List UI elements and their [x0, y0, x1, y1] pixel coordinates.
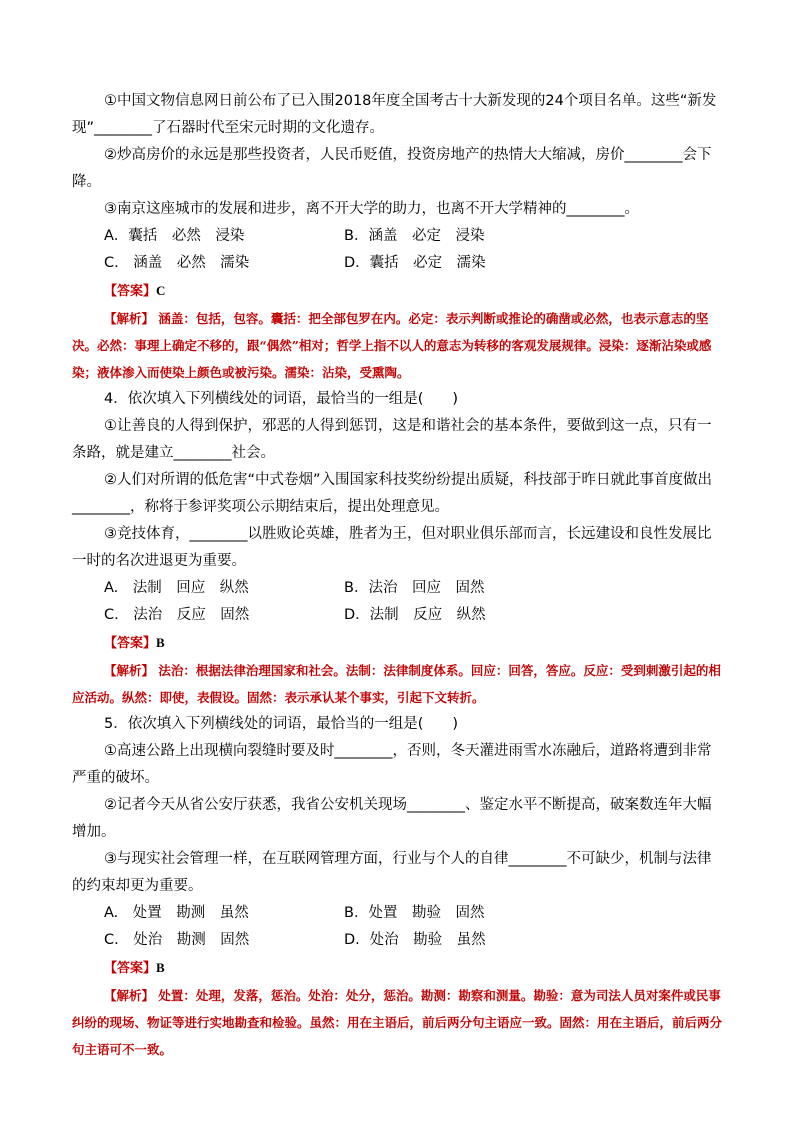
- q4-explanation-tag: 【解析】: [104, 663, 155, 678]
- q5-options-row-2: [72, 927, 722, 954]
- q3-answer-value: C: [156, 283, 166, 298]
- q4-option-d: D．法制 反应 纵然: [344, 607, 486, 623]
- document-page: [72, 88, 722, 1063]
- q4-option-c: C. 法治 反应 固然: [104, 607, 250, 623]
- q3-explanation-tag: 【解析】: [104, 311, 155, 326]
- q5-sentence-1: ①高速公路上出现横向裂缝时要及时________，否则，冬天灌进雨雪水冻融后，道路将遭到非常严重的破坏。: [72, 743, 712, 786]
- q5-option-d: D．处治 勘验 虽然: [344, 932, 486, 948]
- q3-answer: [72, 277, 722, 305]
- q4-option-b: B．法治 回应 固然: [344, 580, 485, 596]
- q3-option-a: A．囊括 必然 浸染: [104, 228, 245, 244]
- q5-option-c: C. 处治 勘测 固然: [104, 932, 250, 948]
- q5-options-row-1: [72, 900, 722, 927]
- q5-answer-value: B: [156, 960, 165, 975]
- q4-options-row-2: [72, 602, 722, 629]
- q3-option-c: C. 涵盖 必然 濡染: [104, 255, 250, 271]
- q3-sentence-3: ③南京这座城市的发展和进步，离不开大学的助力，也离不开大学精神的________。: [104, 201, 639, 217]
- q5-explanation-text: 处置：处理，发落，惩治。处治：处分，惩治。勘测：勘察和测量。勘验：意为司法人员对案件或民事纠纷的现场、物证等进行实地勘查和检验。虽然：用在主语后，前后两分句主语应一致。固然：用在主语后，前后两分句主语可不一致。: [72, 988, 723, 1057]
- q5-explanation: [72, 982, 722, 1063]
- q3-sentence-2: ②炒高房价的永远是那些投资者，人民币贬值，投资房地产的热情大大缩减，房价________会下降。: [72, 147, 712, 190]
- q3-options-row-1: [72, 223, 722, 250]
- q5-sentence-2: ②记者今天从省公安厅获悉，我省公安机关现场________、鉴定水平不断提高，破案数连年大幅增加。: [72, 797, 712, 840]
- q4-answer: [72, 629, 722, 657]
- q4-sentence-1: ①让善良的人得到保护，邪恶的人得到惩罚，这是和谐社会的基本条件，要做到这一点，只有一条路，就是建立________社会。: [72, 418, 712, 461]
- q4-answer-value: B: [156, 635, 165, 650]
- q3-explanation-text: 涵盖：包括，包容。囊括：把全部包罗在内。必定：表示判断或推论的确凿或必然，也表示意志的坚决。必然：事理上确定不移的，跟“偶然”相对；哲学上指不以人的意志为转移的客观发展规律。浸染：逐渐沾染或感染；液体渗入而使染上颜色或被污染。濡染：沾染，受熏陶。: [72, 311, 712, 380]
- q3-answer-tag: 【答案】: [104, 284, 157, 299]
- q4-stem: 4．依次填入下列横线处的词语，最恰当的一组是( ): [104, 391, 459, 407]
- q4-sentence-2: ②人们对所谓的低危害“中式卷烟”入围国家科技奖纷纷提出质疑，科技部于昨日就此事首度做出________，称将于参评奖项公示期结束后，提出处理意见。: [72, 472, 713, 515]
- q4-explanation-text: 法治：根据法律治理国家和社会。法制：法律制度体系。回应：回答，答应。反应：受到刺激引起的相应活动。纵然：即使，表假设。固然：表示承认某个事实，引起下文转折。: [72, 663, 721, 705]
- q3-sentence-1: ①中国文物信息网日前公布了已入围2018年度全国考古十大新发现的24个项目名单。这些“新发现”________了石器时代至宋元时期的文化遗存。: [72, 93, 717, 136]
- q5-option-b: B．处置 勘验 固然: [344, 905, 485, 921]
- q5-answer: [72, 954, 722, 982]
- q4-answer-tag: 【答案】: [104, 636, 157, 651]
- q3-option-d: D．囊括 必定 濡染: [344, 255, 486, 271]
- q3-option-b: B．涵盖 必定 浸染: [344, 228, 485, 244]
- q4-sentence-3: ③竞技体育，________以胜败论英雄，胜者为王，但对职业俱乐部而言，长远建设和良性发展比一时的名次进退更为重要。: [72, 526, 712, 569]
- q5-option-a: A. 处置 勘测 虽然: [104, 905, 249, 921]
- q4-options-row-1: [72, 575, 722, 602]
- q5-answer-tag: 【答案】: [104, 961, 157, 976]
- q3-options-row-2: [72, 250, 722, 277]
- q5-stem: 5．依次填入下列横线处的词语，最恰当的一组是( ): [104, 716, 459, 732]
- q4-explanation: [72, 657, 722, 711]
- q5-sentence-3: ③与现实社会管理一样，在互联网管理方面，行业与个人的自律________不可缺少，机制与法律的约束却更为重要。: [72, 851, 712, 894]
- q4-option-a: A. 法制 回应 纵然: [104, 580, 249, 596]
- q5-explanation-tag: 【解析】: [104, 988, 155, 1003]
- q3-explanation: [72, 305, 722, 386]
